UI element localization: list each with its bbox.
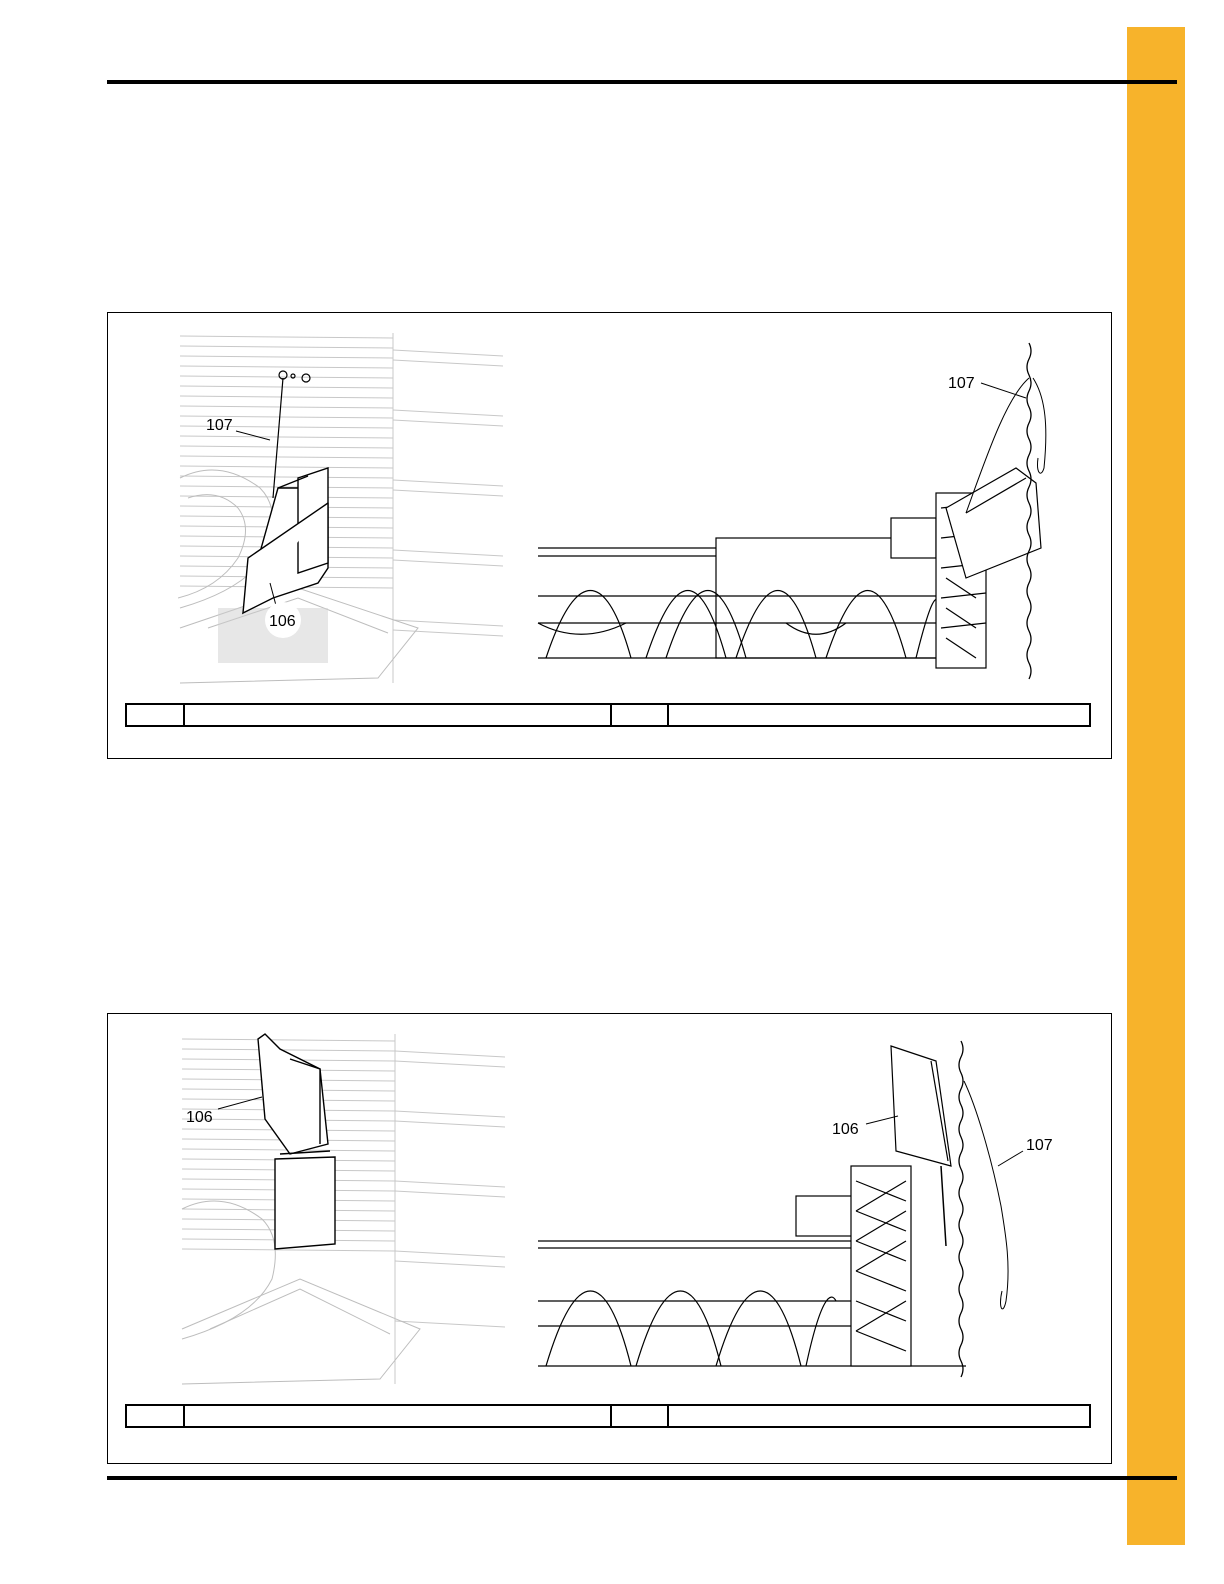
section-side-tab xyxy=(1127,27,1185,1545)
legend-ref-2 xyxy=(612,1406,669,1426)
legend-desc-2 xyxy=(669,705,1089,725)
figure-2-right-drawing xyxy=(536,1036,1076,1381)
auger-assembly xyxy=(538,1166,966,1366)
callout-107: 107 xyxy=(206,417,233,434)
bin-wall-corrugation xyxy=(182,1034,505,1384)
bin-wall-profile xyxy=(959,1041,963,1377)
cable-107 xyxy=(964,1081,1008,1309)
callout-107: 107 xyxy=(948,375,975,392)
legend-ref-1 xyxy=(127,705,185,725)
footer-rule xyxy=(107,1476,1177,1480)
legend-ref-2 xyxy=(612,705,669,725)
callout-106: 106 xyxy=(832,1121,859,1138)
figure-2 xyxy=(107,1013,1112,1464)
callout-106: 106 xyxy=(186,1109,213,1126)
legend-ref-1 xyxy=(127,1406,185,1426)
parts-legend-table xyxy=(125,1404,1091,1428)
figure-1-right-drawing xyxy=(536,338,1076,683)
deflector-106 xyxy=(258,1034,335,1249)
header-rule xyxy=(107,80,1177,84)
deflector-106 xyxy=(243,468,328,613)
figure-2-left-drawing xyxy=(180,1029,510,1389)
parts-legend-table xyxy=(125,703,1091,727)
legend-desc-1 xyxy=(185,1406,612,1426)
figure-1 xyxy=(107,312,1112,759)
legend-desc-1 xyxy=(185,705,612,725)
auger-assembly xyxy=(538,493,986,668)
legend-desc-2 xyxy=(669,1406,1089,1426)
callout-106: 106 xyxy=(269,613,296,630)
callout-107: 107 xyxy=(1026,1137,1053,1154)
figure-1-left-drawing xyxy=(178,328,508,688)
